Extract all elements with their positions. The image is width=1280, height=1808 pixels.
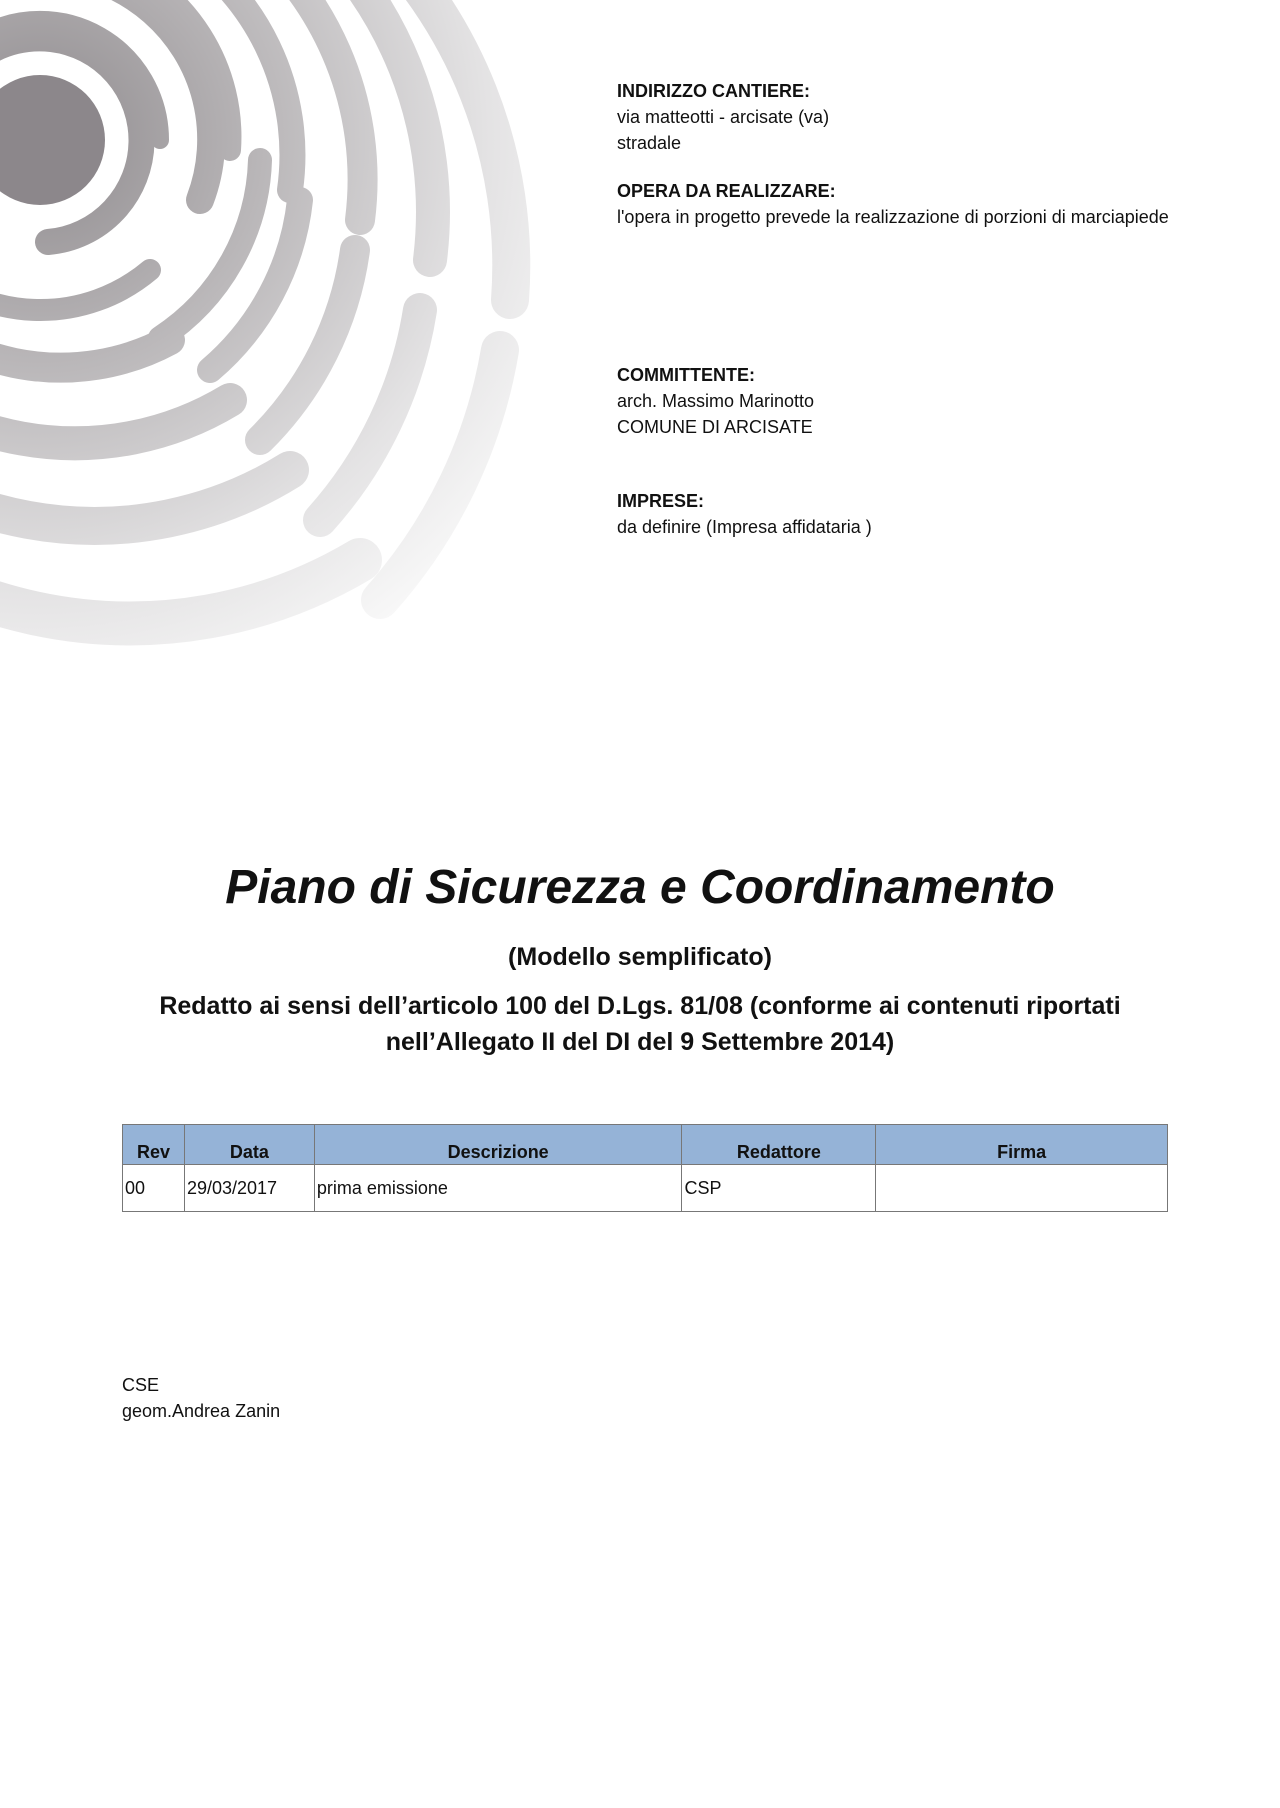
site-address-label: INDIRIZZO CANTIERE:: [617, 81, 810, 101]
revision-table-header: [123, 1125, 1168, 1165]
cell-signature: [876, 1165, 1168, 1212]
document-title: Piano di Sicurezza e Coordinamento: [225, 861, 1055, 914]
signature-role: CSE: [122, 1375, 160, 1395]
site-address-block: [617, 78, 1177, 156]
signature-block: [122, 1372, 280, 1424]
signature-name: geom.Andrea Zanin: [122, 1401, 281, 1421]
header-date: Data: [184, 1125, 314, 1165]
table-row: [123, 1165, 1168, 1212]
companies-line: da definire (Impresa affidataria ): [617, 517, 872, 537]
document-subtitle: (Modello semplificato): [508, 943, 772, 971]
work-block: [617, 178, 1177, 230]
client-block: [617, 362, 1177, 440]
header-author: Redattore: [682, 1125, 876, 1165]
legal-reference: [0, 988, 1280, 1060]
header-rev: Rev: [123, 1125, 185, 1165]
cell-rev: 00: [123, 1165, 185, 1212]
companies-block: [617, 488, 1177, 540]
site-address-line: stradale: [617, 133, 682, 153]
legal-reference-line: nell’Allegato II del DI del 9 Settembre 2014): [385, 1028, 895, 1056]
revision-table: [122, 1124, 1168, 1212]
work-description: l'opera in progetto prevede la realizzazione di porzioni di marciapiede: [617, 207, 1169, 227]
client-line: COMUNE DI ARCISATE: [617, 417, 813, 437]
header-signature: Firma: [876, 1125, 1168, 1165]
cell-date: 29/03/2017: [184, 1165, 314, 1212]
decorative-arcs: [0, 0, 640, 660]
companies-label: IMPRESE:: [617, 491, 705, 511]
legal-reference-line: Redatto ai sensi dell’articolo 100 del D.Lgs. 81/08 (conforme ai contenuti riportati: [159, 992, 1121, 1020]
site-address-line: via matteotti - arcisate (va): [617, 107, 830, 127]
work-label: OPERA DA REALIZZARE:: [617, 181, 836, 201]
header-description: Descrizione: [314, 1125, 682, 1165]
client-line: arch. Massimo Marinotto: [617, 391, 815, 411]
cell-author: CSP: [682, 1165, 876, 1212]
client-label: COMMITTENTE:: [617, 365, 755, 385]
cell-description: prima emissione: [314, 1165, 682, 1212]
